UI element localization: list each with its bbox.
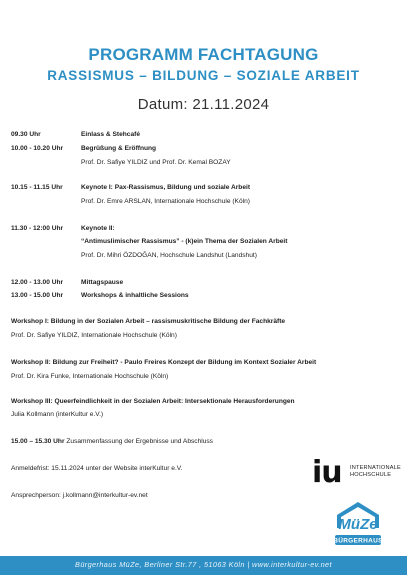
schedule-time: 12.00 - 13.00 Uhr xyxy=(11,279,64,286)
schedule-time: 09.30 Uhr xyxy=(11,131,41,138)
closing-text: Zusammenfassung der Ergebnisse und Abschluss xyxy=(66,438,213,445)
iu-logo-caption-line2: HOCHSCHULE xyxy=(350,472,392,478)
workshop-title: Workshop II: Bildung zur Freiheit? - Paulo Freires Konzept der Bildung im Kontext Sozialer Arbeit xyxy=(11,359,317,366)
schedule-title: Workshops & inhaltliche Sessions xyxy=(81,292,189,299)
muze-logo-text: MüZe xyxy=(338,516,378,533)
workshop-person: Julia Kollmann (interKultur e.V.) xyxy=(11,411,104,418)
schedule-detail: Prof. Dr. Emre ARSLAN, Internationale Hochschule (Köln) xyxy=(81,198,250,205)
schedule-time: 10.15 - 11.15 Uhr xyxy=(11,184,63,191)
muze-logo-caption: BÜRGERHAUS xyxy=(333,537,383,545)
schedule-time: 11.30 - 12:00 Uhr xyxy=(11,225,64,232)
schedule-title: Keynote I: Pax-Rassismus, Bildung und soziale Arbeit xyxy=(81,184,251,191)
iu-logo xyxy=(312,455,342,490)
schedule-detail: Prof. Dr. Mihri ÖZDOĞAN, Hochschule Landshut (Landshut) xyxy=(81,252,257,259)
closing-time: 15.00 – 15.30 Uhr xyxy=(11,438,65,445)
footer-bar xyxy=(0,556,407,575)
program-title: PROGRAMM FACHTAGUNG xyxy=(88,45,319,64)
schedule-time: 10.00 - 10.20 Uhr xyxy=(11,145,64,152)
event-date: Datum: 21.11.2024 xyxy=(137,96,270,113)
registration-deadline: Anmeldefrist: 15.11.2024 unter der Website interKultur e.V. xyxy=(11,465,183,472)
iu-logo-caption-line1: INTERNATIONALE xyxy=(350,465,401,471)
schedule-title: Einlass & Stehcafé xyxy=(81,131,141,138)
schedule-detail: Prof. Dr. Safiye YILDIZ und Prof. Dr. Kemal BOZAY xyxy=(81,159,231,166)
footer-address: Bürgerhaus MüZe, Berliner Str.77 , 51063 Köln | www.interkultur-ev.net xyxy=(75,560,332,569)
schedule-title: Keynote II: xyxy=(81,225,115,232)
iu-logo-text: iu xyxy=(312,455,342,490)
contact-person: Ansprechperson: j.kollmann@interkultur-ev.net xyxy=(11,492,148,499)
schedule-time: 13.00 - 15.00 Uhr xyxy=(11,292,64,299)
schedule-title: Mittagspause xyxy=(81,279,124,286)
workshop-title: Workshop I: Bildung in der Sozialen Arbeit – rassismuskritische Bildung der Fachkräfte xyxy=(11,318,286,325)
workshop-person: Prof. Dr. Kira Funke, Internationale Hochschule (Köln) xyxy=(11,373,169,380)
iu-logo-caption xyxy=(350,465,401,479)
workshop-title: Workshop III: Queerfeindlichkeit in der Sozialen Arbeit: Intersektionale Herausforderungen xyxy=(11,398,295,405)
closing-row xyxy=(11,437,213,446)
schedule-title: Begrüßung & Eröffnung xyxy=(81,145,157,152)
schedule-subtitle: “Antimuslimischer Rassismus” - (k)ein Thema der Sozialen Arbeit xyxy=(81,238,288,245)
muze-logo xyxy=(331,500,385,548)
workshop-person: Prof. Dr. Safiye YILDIZ, Internationale Hochschule (Köln) xyxy=(11,332,177,339)
program-subtitle: RASSISMUS – BILDUNG – SOZIALE ARBEIT xyxy=(47,68,360,83)
